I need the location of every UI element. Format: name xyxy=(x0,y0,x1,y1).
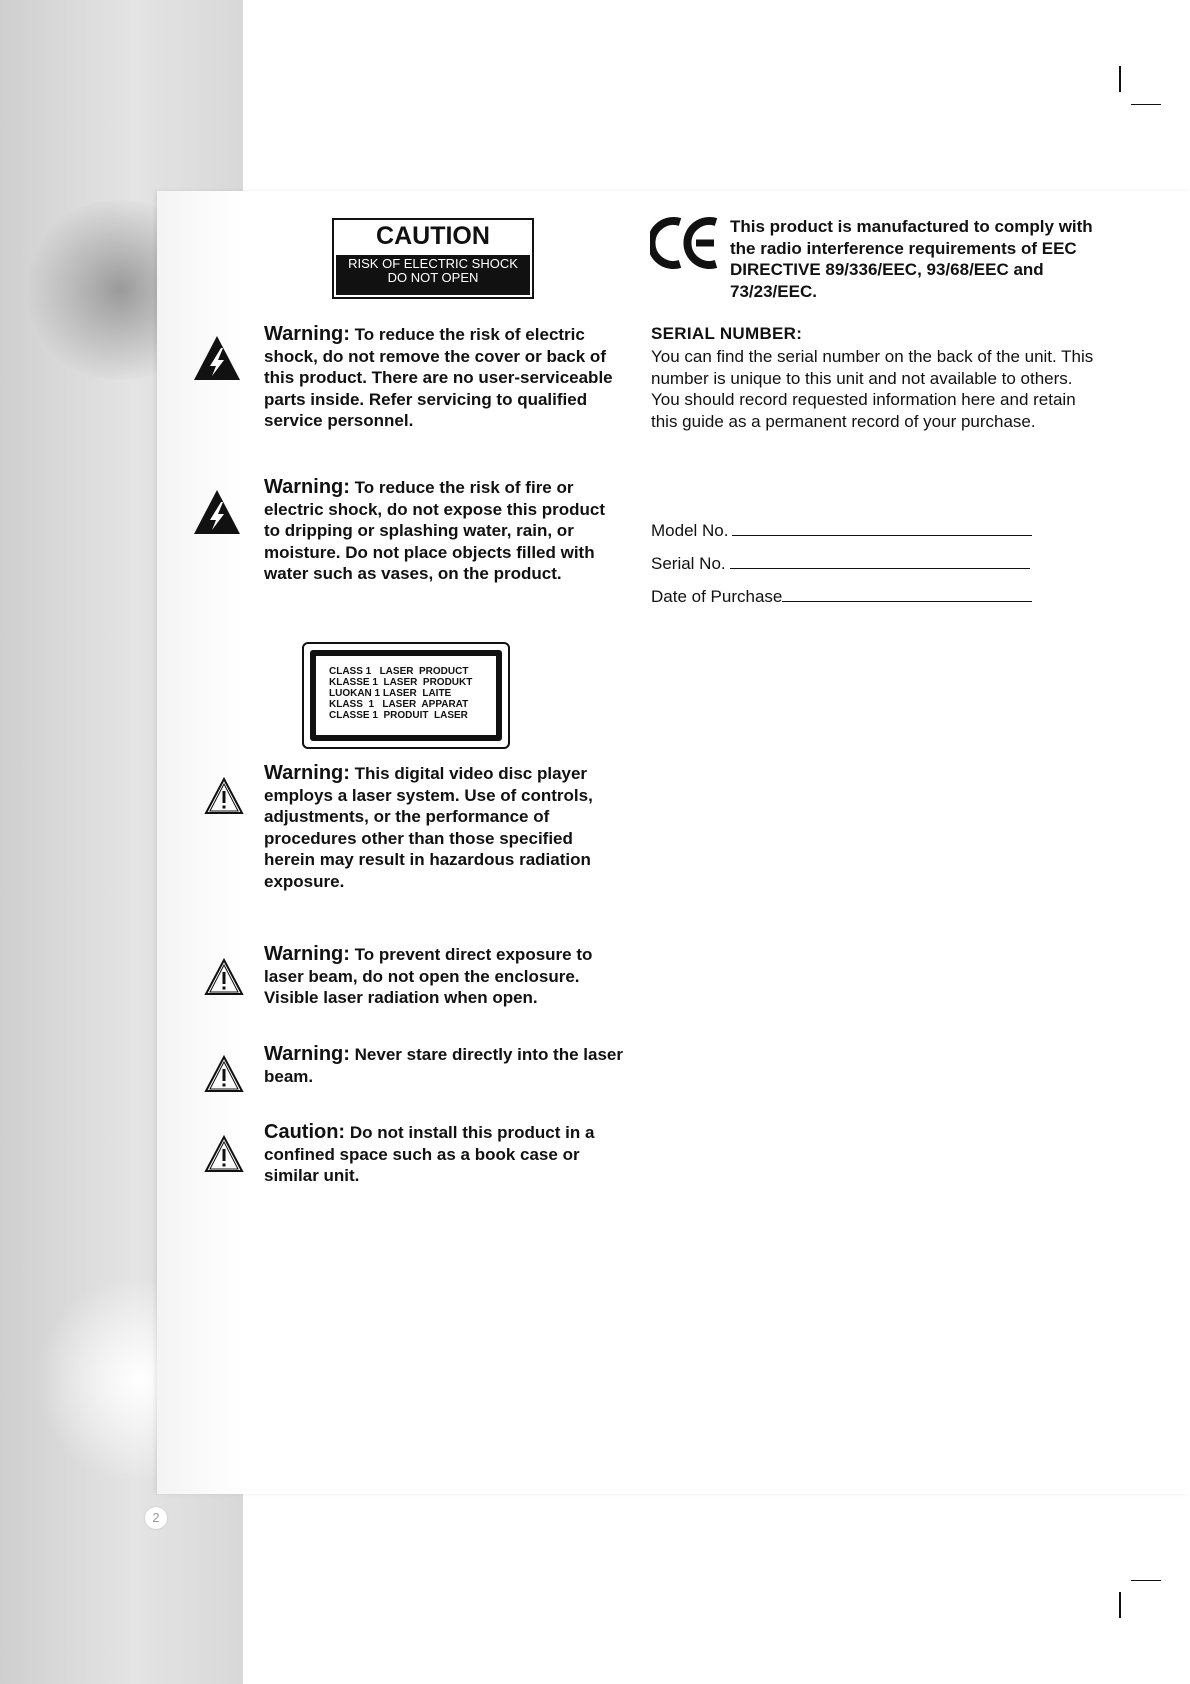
laser-class-label xyxy=(302,642,510,749)
caution-text: Do not install this product in a confined space such as a book case or similar unit. xyxy=(264,1123,595,1186)
date-of-purchase-field xyxy=(651,585,1032,607)
field-label: Model No. xyxy=(651,521,729,540)
exclamation-triangle-icon xyxy=(204,1135,244,1173)
crop-mark xyxy=(1131,104,1161,105)
lightning-triangle-icon xyxy=(192,334,242,382)
ce-mark-icon xyxy=(650,214,724,272)
serial-number-heading: SERIAL NUMBER: xyxy=(651,324,803,343)
exclamation-triangle-icon xyxy=(204,1055,244,1093)
warning-lead: Warning: xyxy=(264,1043,350,1065)
lightning-triangle-icon xyxy=(192,488,242,536)
caution-block xyxy=(264,1122,624,1187)
serial-number-field xyxy=(651,552,1030,574)
model-number-field xyxy=(651,519,1032,541)
warning-block xyxy=(264,1044,624,1087)
warning-text: To reduce the risk of electric shock, do not remove the cover or back of this product. There are no user-serviceable parts inside. Refer servicing to qualified service personnel. xyxy=(264,325,613,431)
warning-block xyxy=(264,763,624,893)
ce-compliance-text: This product is manufactured to comply with the radio interference requirements of EEC DIRECTIVE 89/336/EEC, 93/68/EEC and 73/23/EEC. xyxy=(730,217,1093,301)
caution-line: RISK OF ELECTRIC SHOCK xyxy=(348,256,518,271)
warning-text: Never stare directly into the laser beam. xyxy=(264,1045,623,1086)
field-label: Serial No. xyxy=(651,554,726,573)
warning-block xyxy=(264,944,624,1009)
warning-block xyxy=(264,477,624,585)
warning-lead: Warning: xyxy=(264,323,350,345)
warning-lead: Warning: xyxy=(264,943,350,965)
warning-lead: Warning: xyxy=(264,476,350,498)
warning-text: To prevent direct exposure to laser beam, do not open the enclosure. Visible laser radiation when open. xyxy=(264,945,593,1008)
warning-block xyxy=(264,324,624,432)
warning-text: This digital video disc player employs a laser system. Use of controls, adjustments, or the performance of procedures other than those specified herein may result in hazardous radiation exposure. xyxy=(264,764,593,891)
laser-line: CLASS 1 LASER PRODUCT xyxy=(329,666,469,677)
serial-number-description: You can find the serial number on the back of the unit. This number is unique to this unit and not available to others. You should record requested information here and retain this guide as a permanent record of your purchase. xyxy=(651,347,1094,431)
crop-mark xyxy=(1119,1592,1121,1618)
laser-label-text xyxy=(329,666,472,721)
page-number: 2 xyxy=(145,1507,167,1529)
caution-lead: Caution: xyxy=(264,1121,346,1143)
crop-mark xyxy=(1131,1580,1161,1581)
field-blank-line xyxy=(730,552,1030,569)
crop-mark xyxy=(1119,66,1121,92)
warning-lead: Warning: xyxy=(264,762,350,784)
exclamation-triangle-icon xyxy=(204,777,244,815)
field-blank-line xyxy=(782,585,1032,602)
caution-title: CAUTION xyxy=(376,222,490,250)
warning-text: To reduce the risk of fire or electric shock, do not expose this product to dripping or splashing water, rain, or moisture. Do not place objects filled with water such as vases, on the product. xyxy=(264,478,606,584)
field-label: Date of Purchase xyxy=(651,587,783,606)
caution-label xyxy=(332,218,534,299)
content-panel-edge xyxy=(157,191,243,1494)
laser-line: KLASSE 1 LASER PRODUKT xyxy=(329,677,473,688)
exclamation-triangle-icon xyxy=(204,958,244,996)
caution-line: DO NOT OPEN xyxy=(387,270,479,285)
caution-subtitle xyxy=(336,255,530,295)
laser-line: CLASSE 1 PRODUIT LASER xyxy=(329,710,468,721)
laser-line: KLASS 1 LASER APPARAT xyxy=(329,699,469,710)
laser-line: LUOKAN 1 LASER LAITE xyxy=(329,688,452,699)
field-blank-line xyxy=(732,519,1032,536)
